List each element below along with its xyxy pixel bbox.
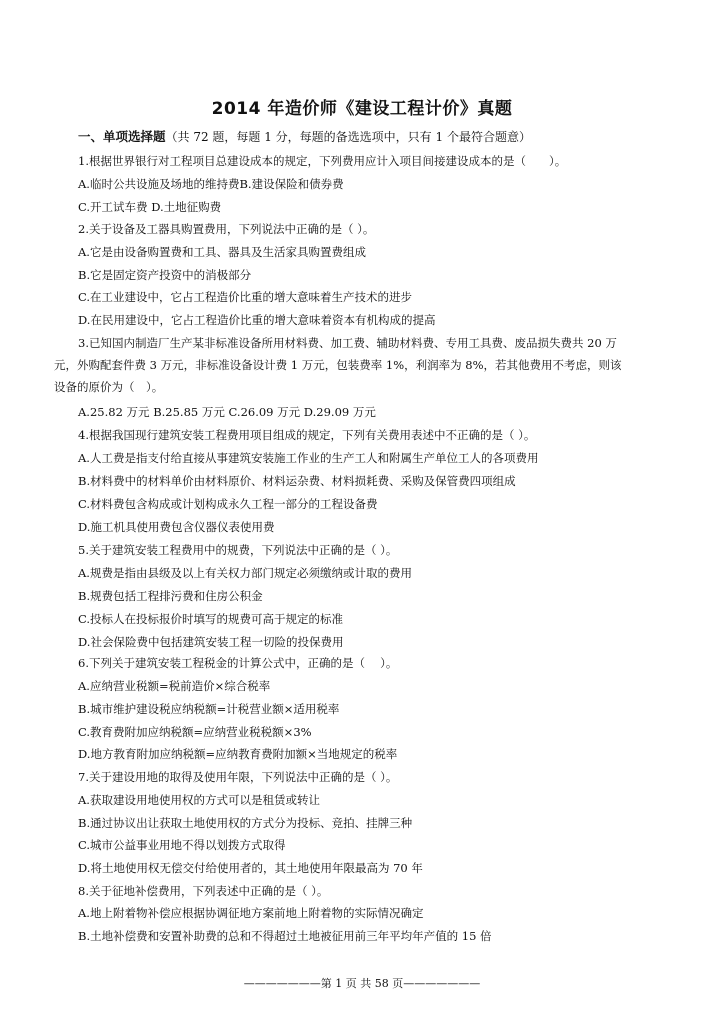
text-line: 3.已知国内制造厂生产某非标准设备所用材料费、加工费、辅助材料费、专用工具费、废品损失费共 20 万 [78,336,617,350]
section-heading: 一、单项选择题 [78,129,166,144]
text-line: B.材料费中的材料单价由材料原价、材料运杂费、材料损耗费、采购及保管费四项组成 [78,474,516,488]
text-line: A.地上附着物补偿应根据协调征地方案前地上附着物的实际情况确定 [78,906,424,920]
text-line: C.在工业建设中，它占工程造价比重的增大意味着生产技术的进步 [78,290,413,304]
page-footer: ———————第 1 页 共 58 页——————— [243,977,481,990]
text-line: 7.关于建设用地的取得及使用年限，下列说法中正确的是（ ）。 [78,770,398,784]
text-line: B.它是固定资产投资中的消极部分 [78,268,252,282]
text-line: A.获取建设用地使用权的方式可以是租赁或转让 [78,793,320,807]
text-line: A.临时公共设施及场地的维持费B.建设保险和债券费 [78,177,344,191]
text-line: A.25.82 万元 B.25.85 万元 C.26.09 万元 D.29.09 万元 [78,405,376,419]
text-line: 5.关于建筑安装工程费用中的规费，下列说法中正确的是（ ）。 [78,543,398,557]
text-line: C.材料费包含构成或计划构成永久工程一部分的工程设备费 [78,497,378,511]
text-line: D.将土地使用权无偿交付给使用者的，其土地使用年限最高为 70 年 [78,861,423,875]
text-line: D.施工机具使用费包含仪器仪表使用费 [78,520,275,534]
text-line: 6.下列关于建筑安装工程税金的计算公式中，正确的是（ ）。 [78,656,398,670]
text-line: A.人工费是指支付给直接从事建筑安装施工作业的生产工人和附属生产单位工人的各项费用 [78,451,539,465]
text-line: C.教育费附加应纳税额=应纳营业税税额×3% [78,725,312,739]
section-note: （共 72 题，每题 1 分，每题的备选选项中，只有 1 个最符合题意） [165,130,531,144]
text-line: B.土地补偿费和安置补助费的总和不得超过土地被征用前三年平均年产值的 15 倍 [78,929,492,943]
text-line: D.地方教育附加应纳税额=应纳教育费附加额×当地规定的税率 [78,747,398,761]
text-line: C.城市公益事业用地不得以划拨方式取得 [78,838,286,852]
text-line: 4.根据我国现行建筑安装工程费用项目组成的规定，下列有关费用表述中不正确的是（ ）。 [78,428,536,442]
text-line: 元，外购配套件费 3 万元，非标准设备设计费 1 万元，包装费率 1%，利润率为 8%，若其他费用不考虑，则该 [54,358,622,372]
text-line: A.它是由设备购置费和工具、器具及生活家具购置费组成 [78,245,366,259]
text-line: C.投标人在投标报价时填写的规费可高于规定的标准 [78,612,344,626]
text-line: 1.根据世界银行对工程项目总建设成本的规定，下列费用应计入项目间接建设成本的是（ ）。 [78,154,567,168]
text-line: B.规费包括工程排污费和住房公积金 [78,589,263,603]
text-line: 8.关于征地补偿费用，下列表述中正确的是（ ）。 [78,884,329,898]
text-line: B.城市维护建设税应纳税额=计税营业额×适用税率 [78,702,340,716]
text-line: B.通过协议出让获取土地使用权的方式分为投标、竞拍、挂牌三种 [78,816,413,830]
text-line: A.规费是指由县级及以上有关权力部门规定必须缴纳或计取的费用 [78,566,412,580]
text-line: A.应纳营业税额=税前造价×综合税率 [78,679,271,693]
document-title: 2014 年造价师《建设工程计价》真题 [211,99,513,119]
section-heading-line [78,130,698,144]
text-line: 设备的原价为（ ）。 [54,380,164,394]
text-line: D.在民用建设中，它占工程造价比重的增大意味着资本有机构成的提高 [78,313,436,327]
text-line: C.开工试车费 D.土地征购费 [78,200,222,214]
text-line: D.社会保险费中包括建筑安装工程一切险的投保费用 [78,635,344,649]
text-line: 2.关于设备及工器具购置费用，下列说法中正确的是（ ）。 [78,222,375,236]
